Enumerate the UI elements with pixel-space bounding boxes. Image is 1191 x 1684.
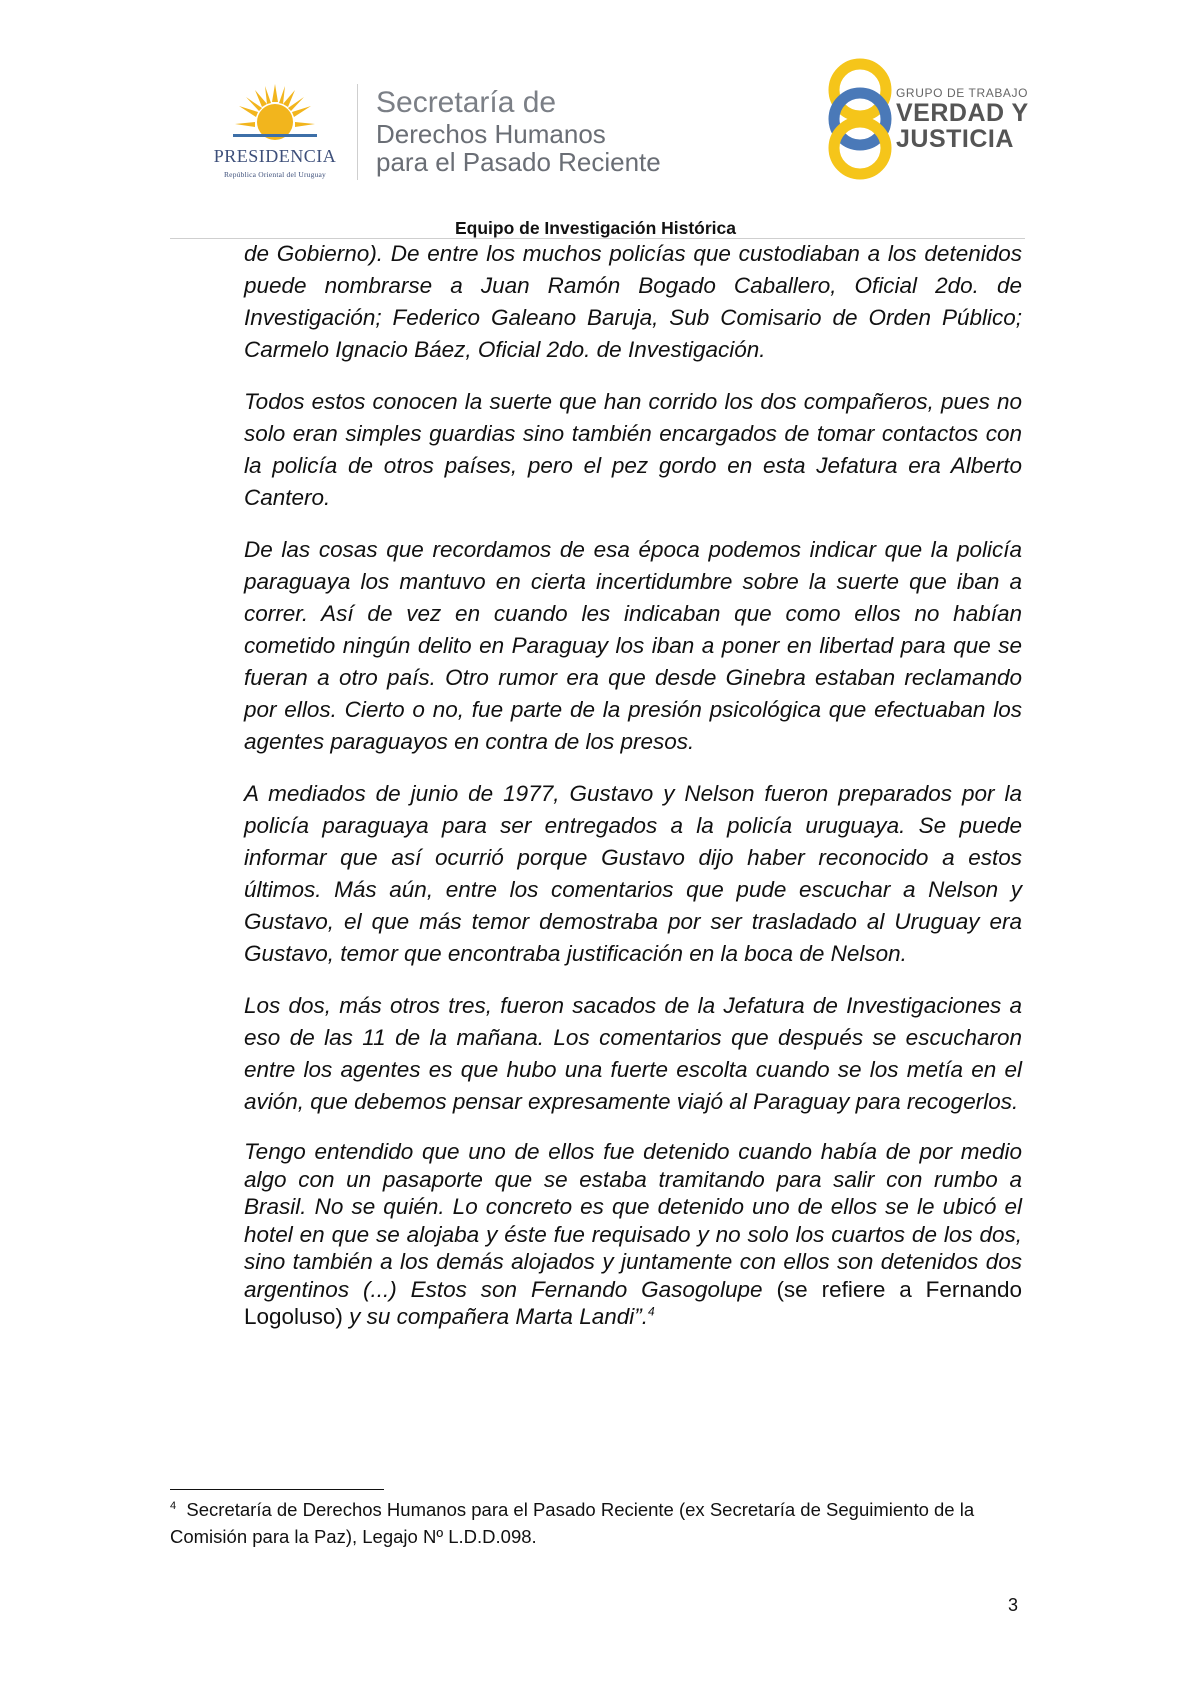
paragraph: Los dos, más otros tres, fueron sacados de la Jefatura de Investigaciones a eso de las 11 de la mañana. Los comentarios que después se escucharon entre los agentes es que hubo una fuerte escolta cuando se los metía en el avión, que debemos pensar expresamente viajó al Paraguay para recogerlos. <box>244 993 1022 1114</box>
sun-emblem-icon <box>233 80 317 142</box>
footnote-reference[interactable]: 4 <box>648 1304 655 1319</box>
secretaria-line-3: para el Pasado Reciente <box>376 147 661 177</box>
paragraph: A mediados de junio de 1977, Gustavo y Nelson fueron preparados por la policía paraguaya para ser entregados a la policía uruguaya. Se puede informar que así ocurrió porque Gustavo dijo haber reconocido a estos últimos. Más aún, entre los comentarios que pude escuchar a Nelson y Gustavo, el que más temor demostraba por ser trasladado al Uruguay era Gustavo, temor que encontraba justificación en la boca de Nelson. <box>244 781 1022 966</box>
secretaria-logo-text <box>376 86 661 176</box>
paragraph: Todos estos conocen la suerte que han corrido los dos compañeros, pues no solo eran simples guardias sino también encargados de tomar contactos con la policía de otros países, pero el pez gordo en esta Jefatura era Alberto Cantero. <box>244 389 1022 510</box>
footnote-text: Secretaría de Derechos Humanos para el Pasado Reciente (ex Secretaría de Seguimiento de la Comisión para la Paz), Legajo Nº L.D.D.098. <box>170 1499 975 1547</box>
page-header <box>0 0 1191 238</box>
presidencia-logo <box>195 80 355 180</box>
secretaria-line-1: Secretaría de <box>376 86 557 119</box>
grupo-trabajo-label: GRUPO DE TRABAJO <box>896 86 1029 100</box>
quote-text: Tengo entendido que uno de ellos fue detenido cuando había de por medio algo con un pasaporte que se estaba tramitando para salir con rumbo a Brasil. No se quién. Lo concreto es que detenido uno de ellos se le ubicó el hotel en que se alojaba y éste fue requisado y no solo los cuartos de los dos, sino también a los demás alojados y juntamente con ellos son detenidos dos argentinos (...) Estos son Fernando Gasogolupe <box>244 1139 1022 1302</box>
grupo-trabajo-logo <box>820 58 1050 180</box>
paragraph-last <box>244 1138 1022 1331</box>
grupo-trabajo-text <box>896 86 1029 152</box>
justicia-label: JUSTICIA <box>896 125 1014 153</box>
footnote-separator <box>170 1489 384 1490</box>
interlocked-rings-icon <box>820 58 900 180</box>
presidencia-subtitle: República Oriental del Uruguay <box>223 170 326 179</box>
paragraph: de Gobierno). De entre los muchos policías que custodiaban a los detenidos puede nombrarse a Juan Ramón Bogado Caballero, Oficial 2do. de Investigación; Federico Galeano Baruja, Sub Comisario de Orden Público; Carmelo Ignacio Báez, Oficial 2do. de Investigación. <box>244 241 1022 362</box>
team-title: Equipo de Investigación Histórica <box>454 218 737 238</box>
presidencia-title: PRESIDENCIA <box>213 146 337 166</box>
paragraph: De las cosas que recordamos de esa época podemos indicar que la policía paraguaya los mantuvo en cierta incertidumbre sobre la suerte que iban a correr. Así de vez en cuando les indicaban que como ellos no habían cometido ningún delito en Paraguay los iban a poner en libertad para que se fueran a otro país. Otro rumor era que desde Ginebra estaban reclamando por ellos. Cierto o no, fue parte de la presión psicológica que efectuaban los agentes paraguayos en contra de los presos. <box>244 537 1022 754</box>
footnote <box>170 1496 1025 1550</box>
quote-text-end: y su compañera Marta Landi”. <box>349 1304 648 1329</box>
document-body <box>244 238 1022 1351</box>
page-number: 3 <box>1008 1595 1019 1615</box>
verdad-label: VERDAD Y <box>896 99 1029 127</box>
footnote-number: 4 <box>170 1499 177 1512</box>
editorial-note: (se refiere a Fernando Logoluso) <box>244 1276 1022 1329</box>
logo-divider <box>357 84 358 180</box>
secretaria-line-2: Derechos Humanos <box>376 119 606 149</box>
